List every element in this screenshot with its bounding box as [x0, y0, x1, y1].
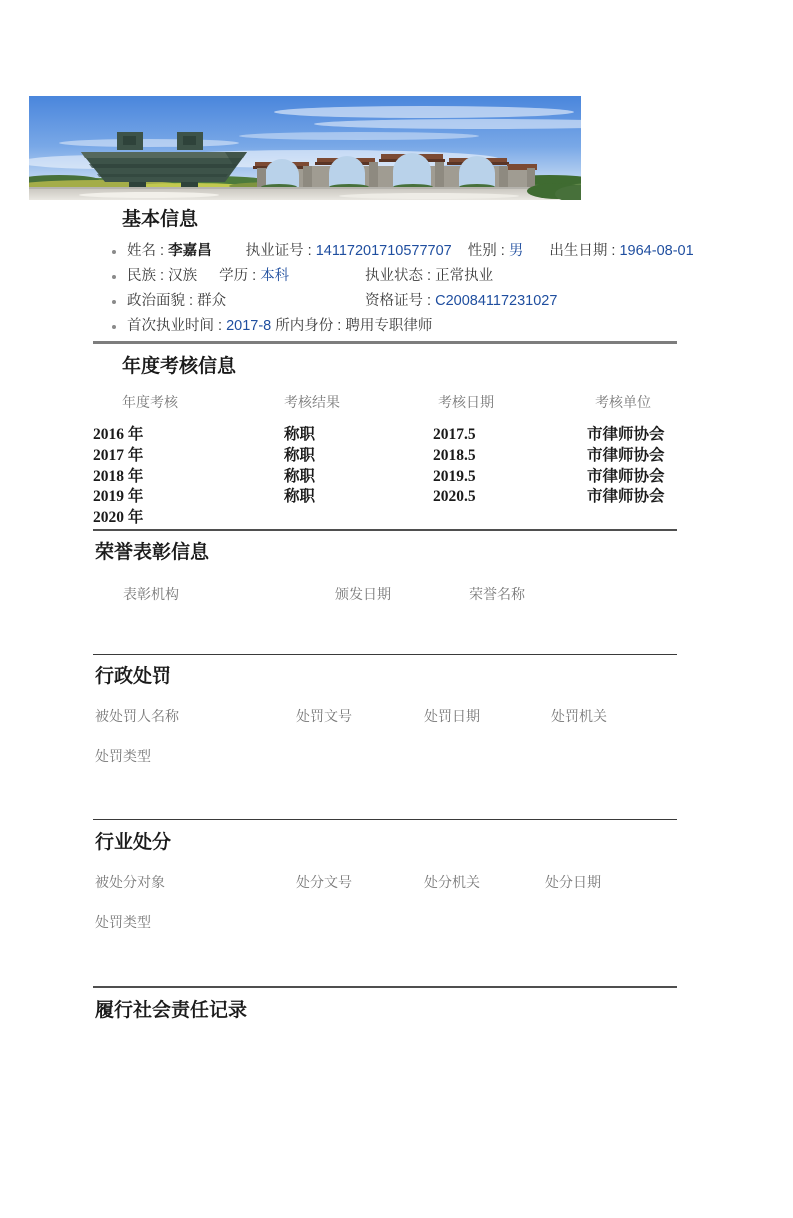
cell-year: 2019 年: [93, 488, 144, 506]
birth-date-label: 出生日期 :: [549, 243, 620, 259]
cell-date: 2019.5: [433, 467, 476, 485]
birth-date-value: 1964-08-01: [619, 243, 694, 259]
basic-info-title: 基本信息: [122, 209, 199, 230]
name-label: 姓名 :: [127, 243, 169, 259]
list-item: [93, 289, 677, 314]
column-header: 表彰机构: [123, 585, 179, 602]
cell-org: 市律师协会: [587, 426, 665, 443]
cell-result: 称职: [284, 467, 316, 485]
firm-role-value: 聘用专职律师: [345, 318, 433, 334]
column-header: 被处分对象: [95, 873, 165, 890]
column-header: 考核结果: [284, 394, 340, 410]
education-value: 本科: [260, 268, 290, 284]
list-item: [93, 314, 677, 339]
qualification-value: C20084117231027: [435, 293, 558, 309]
divider: [93, 341, 677, 344]
basic-info-list: [93, 239, 694, 339]
cell-year: 2018 年: [93, 467, 144, 485]
assessment-table-header: [93, 393, 677, 411]
first-practice-value: 2017-8: [226, 318, 272, 334]
bullet-icon: [112, 250, 116, 254]
license-value: 14117201710577707: [315, 243, 452, 259]
cell-date: 2020.5: [433, 488, 476, 506]
honors-title: 荣誉表彰信息: [95, 541, 210, 563]
divider: [93, 654, 677, 655]
gender-label: 性别 :: [467, 243, 509, 259]
column-header: 处分日期: [545, 873, 601, 890]
practice-status-value: 正常执业: [435, 268, 494, 284]
cell-date: 2017.5: [433, 426, 476, 443]
cell-date: [433, 508, 587, 529]
political-status-label: 政治面貌 :: [127, 293, 198, 309]
admin-penalty-title: 行政处罚: [95, 665, 172, 687]
annual-assessment-title: 年度考核信息: [122, 356, 237, 377]
column-header: 颁发日期: [335, 585, 391, 602]
cell-result: [284, 508, 433, 529]
list-item: [93, 239, 694, 264]
license-label: 执业证号 :: [245, 243, 316, 259]
industry-discipline-title: 行业处分: [95, 831, 172, 853]
column-header: 荣誉名称: [469, 585, 525, 602]
honors-table-header: [93, 585, 677, 603]
banner-photo: [29, 96, 581, 200]
cell-org: 市律师协会: [587, 467, 665, 485]
penalty-type-label: 处罚类型: [95, 913, 151, 930]
column-header: 被处罚人名称: [95, 707, 179, 724]
political-status-value: 群众: [197, 293, 227, 309]
admin-penalty-table-header: [93, 707, 677, 725]
column-header: 年度考核: [122, 394, 178, 410]
penalty-type-label: 处罚类型: [95, 747, 151, 764]
table-row: [93, 508, 677, 529]
practice-status-label: 执业状态 :: [365, 268, 436, 284]
bullet-icon: [112, 300, 116, 304]
bullet-icon: [112, 325, 116, 329]
list-item: [93, 264, 677, 289]
table-row: [93, 487, 677, 508]
column-header: 处罚机关: [551, 707, 607, 724]
cell-org: 市律师协会: [587, 488, 665, 506]
firm-role-label: 所内身份 :: [275, 318, 346, 334]
cell-result: 称职: [284, 446, 316, 464]
profile-document: [93, 208, 694, 1023]
cell-year: 2016 年: [93, 426, 144, 443]
table-row: [93, 446, 677, 467]
ethnicity-label: 民族 :: [127, 268, 169, 284]
table-row: [93, 425, 677, 446]
divider: [93, 529, 677, 531]
cell-year: 2020 年: [93, 509, 144, 527]
cell-result: 称职: [284, 426, 316, 443]
column-header: 处罚日期: [424, 707, 480, 724]
cell-org: [587, 508, 677, 529]
divider: [93, 986, 677, 988]
industry-discipline-table-header: [93, 873, 677, 891]
bullet-icon: [112, 275, 116, 279]
name-value: 李嘉昌: [168, 243, 212, 259]
column-header: 考核单位: [595, 394, 651, 410]
table-row: [93, 467, 677, 488]
column-header: 处罚文号: [296, 707, 352, 724]
ethnicity-value: 汉族: [168, 268, 198, 284]
column-header: 处分机关: [424, 873, 480, 890]
qualification-label: 资格证号 :: [365, 293, 436, 309]
cell-year: 2017 年: [93, 446, 144, 464]
assessment-table: [93, 425, 677, 529]
divider: [93, 819, 677, 820]
cell-date: 2018.5: [433, 446, 476, 464]
gender-value: 男: [508, 243, 524, 259]
column-header: 考核日期: [438, 394, 494, 410]
cell-org: 市律师协会: [587, 446, 665, 464]
column-header: 处分文号: [296, 873, 352, 890]
social-responsibility-title: 履行社会责任记录: [95, 999, 248, 1021]
first-practice-label: 首次执业时间 :: [127, 318, 227, 334]
cell-result: 称职: [284, 488, 316, 506]
education-label: 学历 :: [219, 268, 261, 284]
